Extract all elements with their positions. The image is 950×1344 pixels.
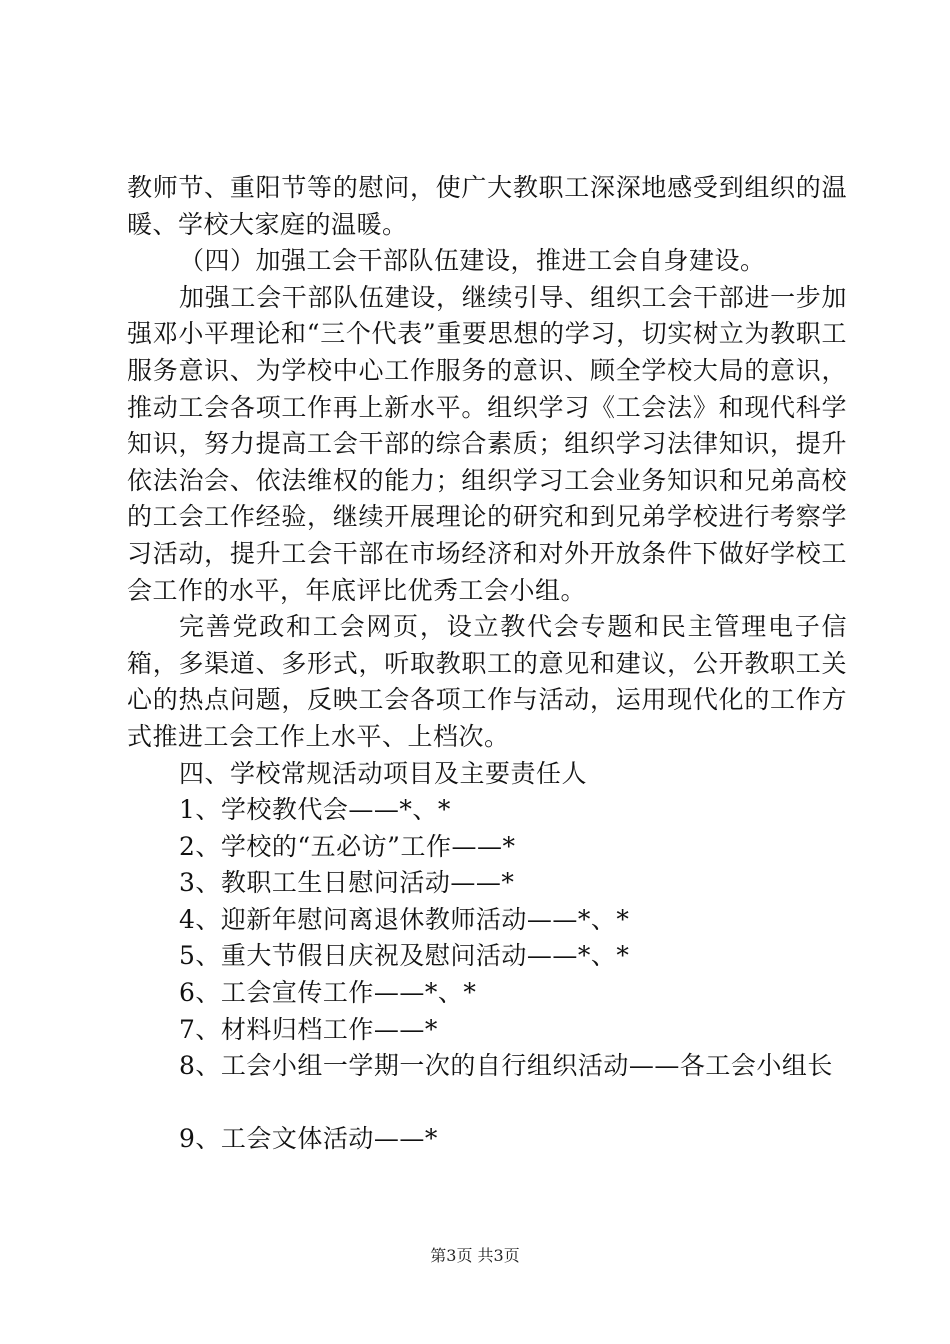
list-item: 7、材料归档工作——* <box>179 1014 438 1044</box>
spacer <box>127 1085 847 1121</box>
page-number-label: 第3页 共3页 <box>430 1246 520 1265</box>
document-body <box>127 170 847 1157</box>
list-item: 5、重大节假日庆祝及慰问活动——*、* <box>179 941 630 971</box>
list-item: 1、学校教代会——*、* <box>179 795 451 825</box>
paragraph-continuation: 教师节、重阳节等的慰问，使广大教职工深深地感受到组织的温暖、学校大家庭的温暖。 <box>127 173 847 239</box>
activity-list <box>127 792 847 1157</box>
section-heading: 四、学校常规活动项目及主要责任人 <box>179 758 588 788</box>
list-item: 2、学校的“五必访”工作——* <box>179 831 516 861</box>
paragraph: 完善党政和工会网页，设立教代会专题和民主管理电子信箱，多渠道、多形式，听取教职工的意见和建议，公开教职工关心的热点问题，反映工会各项工作与活动，运用现代化的工作方式推进工会工作上水平、上档次。 <box>127 612 847 751</box>
list-item: 4、迎新年慰问离退休教师活动——*、* <box>179 904 630 934</box>
list-item: 9、工会文体活动——* <box>179 1123 438 1153</box>
list-item: 6、工会宣传工作——*、* <box>179 978 477 1008</box>
page-footer <box>0 1243 950 1266</box>
section-heading: （四）加强工会干部队伍建设，推进工会自身建设。 <box>179 246 766 276</box>
list-item: 3、教职工生日慰问活动——* <box>179 868 515 898</box>
list-item: 8、工会小组一学期一次的自行组织活动——各工会小组长 <box>179 1051 833 1081</box>
paragraph: 加强工会干部队伍建设，继续引导、组织工会干部进一步加强邓小平理论和“三个代表”重要思想的学习，切实树立为教职工服务意识、为学校中心工作服务的意识、顾全学校大局的意识，推动工会各项工作再上新水平。组织学习《工会法》和现代科学知识，努力提高工会干部的综合素质；组织学习法律知识，提升依法治会、依法维权的能力；组织学习工会业务知识和兄弟高校的工会工作经验，继续开展理论的研究和到兄弟学校进行考察学习活动，提升工会干部在市场经济和对外开放条件下做好学校工会工作的水平，年底评比优秀工会小组。 <box>127 282 847 605</box>
